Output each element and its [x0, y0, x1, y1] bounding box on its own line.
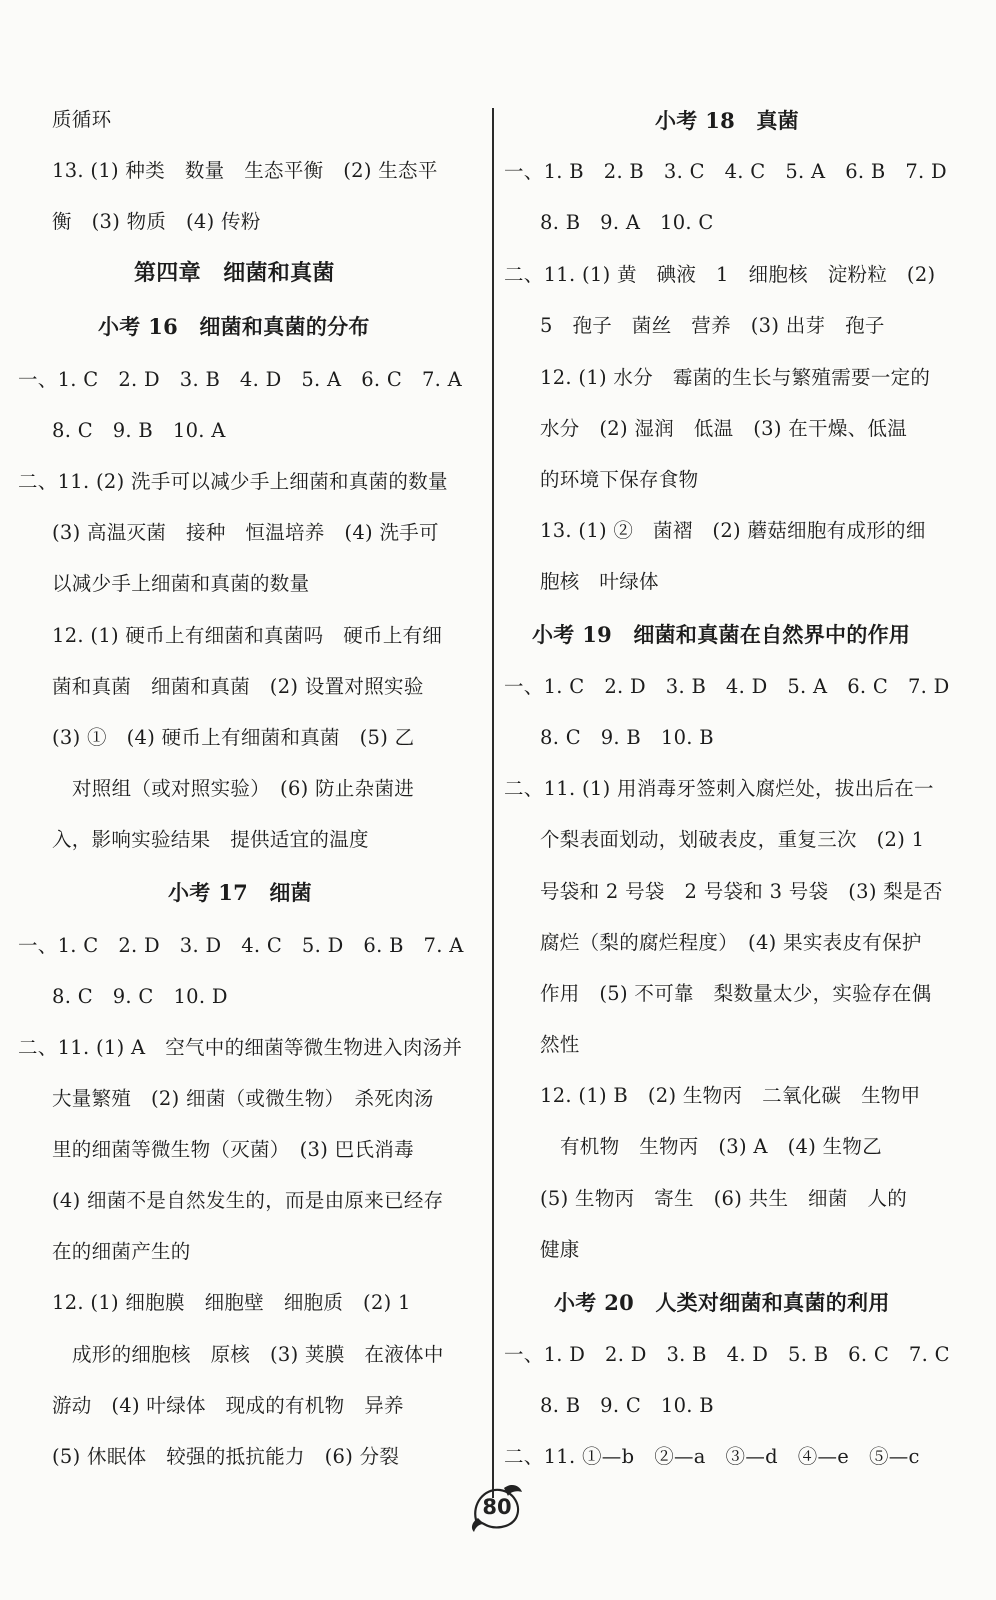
page-number: 80 — [482, 1495, 512, 1519]
answer-line: 一、1. B 2. B 3. C 4. C 5. A 6. B 7. D — [504, 160, 947, 183]
answer-line: 质循环 — [52, 108, 112, 131]
page-number-badge — [468, 1478, 526, 1536]
answer-line: 入，影响实验结果 提供适宜的温度 — [52, 828, 369, 851]
section-heading: 小考 20 人类对细菌和真菌的利用 — [554, 1290, 890, 1315]
answer-line: 8. C 9. B 10. A — [52, 419, 226, 442]
answer-line: 8. B 9. A 10. C — [540, 211, 714, 234]
chapter-heading: 第四章 细菌和真菌 — [134, 260, 335, 286]
section-heading: 小考 17 细菌 — [168, 880, 312, 905]
answer-line: 水分 (2) 湿润 低温 (3) 在干燥、低温 — [540, 417, 908, 440]
answer-line: 号袋和 2 号袋 2 号袋和 3 号袋 (3) 梨是否 — [540, 880, 943, 903]
answer-line: 二、11. (1) A 空气中的细菌等微生物进入肉汤并 — [18, 1036, 463, 1059]
answer-line: 二、11. (1) 黄 碘液 1 细胞核 淀粉粒 (2) — [504, 263, 936, 286]
answer-line: (4) 细菌不是自然发生的，而是由原来已经存 — [52, 1189, 444, 1212]
answer-line: 12. (1) 水分 霉菌的生长与繁殖需要一定的 — [540, 366, 931, 389]
answer-line: 腐烂（梨的腐烂程度） (4) 果实表皮有保护 — [540, 931, 922, 954]
answer-line: (5) 生物丙 寄生 (6) 共生 细菌 人的 — [540, 1187, 908, 1210]
answer-line: 衡 (3) 物质 (4) 传粉 — [52, 210, 261, 233]
answer-line: 13. (1) ② 菌褶 (2) 蘑菇细胞有成形的细 — [540, 519, 926, 542]
section-heading: 小考 16 细菌和真菌的分布 — [98, 314, 370, 339]
answer-line: 游动 (4) 叶绿体 现成的有机物 异养 — [52, 1394, 404, 1417]
answer-line: 成形的细胞核 原核 (3) 荚膜 在液体中 — [72, 1343, 444, 1366]
answer-line: 12. (1) B (2) 生物丙 二氧化碳 生物甲 — [540, 1084, 921, 1107]
answer-line: 作用 (5) 不可靠 梨数量太少，实验存在偶 — [540, 982, 932, 1005]
answer-line: 的环境下保存食物 — [540, 468, 699, 491]
answer-line: 在的细菌产生的 — [52, 1240, 191, 1263]
answer-line: 健康 — [540, 1238, 580, 1261]
answer-line: 大量繁殖 (2) 细菌（或微生物） 杀死肉汤 — [52, 1087, 434, 1110]
answer-line: 以减少手上细菌和真菌的数量 — [52, 572, 310, 595]
answer-line: 然性 — [540, 1033, 580, 1056]
answer-line: 菌和真菌 细菌和真菌 (2) 设置对照实验 — [52, 675, 424, 698]
answer-line: 胞核 叶绿体 — [540, 570, 659, 593]
answer-line: 一、1. C 2. D 3. B 4. D 5. A 6. C 7. D — [504, 675, 950, 698]
answer-line: 8. C 9. C 10. D — [52, 985, 228, 1008]
answer-line: 二、11. (1) 用消毒牙签刺入腐烂处，拔出后在一 — [504, 777, 934, 800]
answer-line: 二、11. (2) 洗手可以减少手上细菌和真菌的数量 — [18, 470, 448, 493]
section-heading: 小考 19 细菌和真菌在自然界中的作用 — [532, 622, 911, 647]
answer-line: 一、1. C 2. D 3. B 4. D 5. A 6. C 7. A — [18, 368, 463, 391]
answer-line: 里的细菌等微生物（灭菌） (3) 巴氏消毒 — [52, 1138, 414, 1161]
answer-line: 12. (1) 硬币上有细菌和真菌吗 硬币上有细 — [52, 624, 443, 647]
answer-line: 5 孢子 菌丝 营养 (3) 出芽 孢子 — [540, 314, 885, 337]
answer-line: 13. (1) 种类 数量 生态平衡 (2) 生态平 — [52, 159, 438, 182]
answer-line: (5) 休眠体 较强的抵抗能力 (6) 分裂 — [52, 1445, 400, 1468]
answer-line: (3) ① (4) 硬币上有细菌和真菌 (5) 乙 — [52, 726, 415, 749]
answer-line: (3) 高温灭菌 接种 恒温培养 (4) 洗手可 — [52, 521, 439, 544]
section-heading: 小考 18 真菌 — [655, 108, 799, 133]
answer-line: 12. (1) 细胞膜 细胞壁 细胞质 (2) 1 — [52, 1291, 411, 1314]
answer-line: 二、11. ①—b ②—a ③—d ④—e ⑤—c — [504, 1445, 920, 1468]
answer-line: 8. C 9. B 10. B — [540, 726, 714, 749]
answer-line: 个梨表面划动，划破表皮，重复三次 (2) 1 — [540, 828, 925, 851]
column-divider — [492, 108, 494, 1498]
answer-line: 有机物 生物丙 (3) A (4) 生物乙 — [560, 1135, 883, 1158]
answer-line: 8. B 9. C 10. B — [540, 1394, 714, 1417]
answer-line: 对照组（或对照实验） (6) 防止杂菌进 — [72, 777, 415, 800]
answer-line: 一、1. C 2. D 3. D 4. C 5. D 6. B 7. A — [18, 934, 464, 957]
answer-line: 一、1. D 2. D 3. B 4. D 5. B 6. C 7. C — [504, 1343, 950, 1366]
